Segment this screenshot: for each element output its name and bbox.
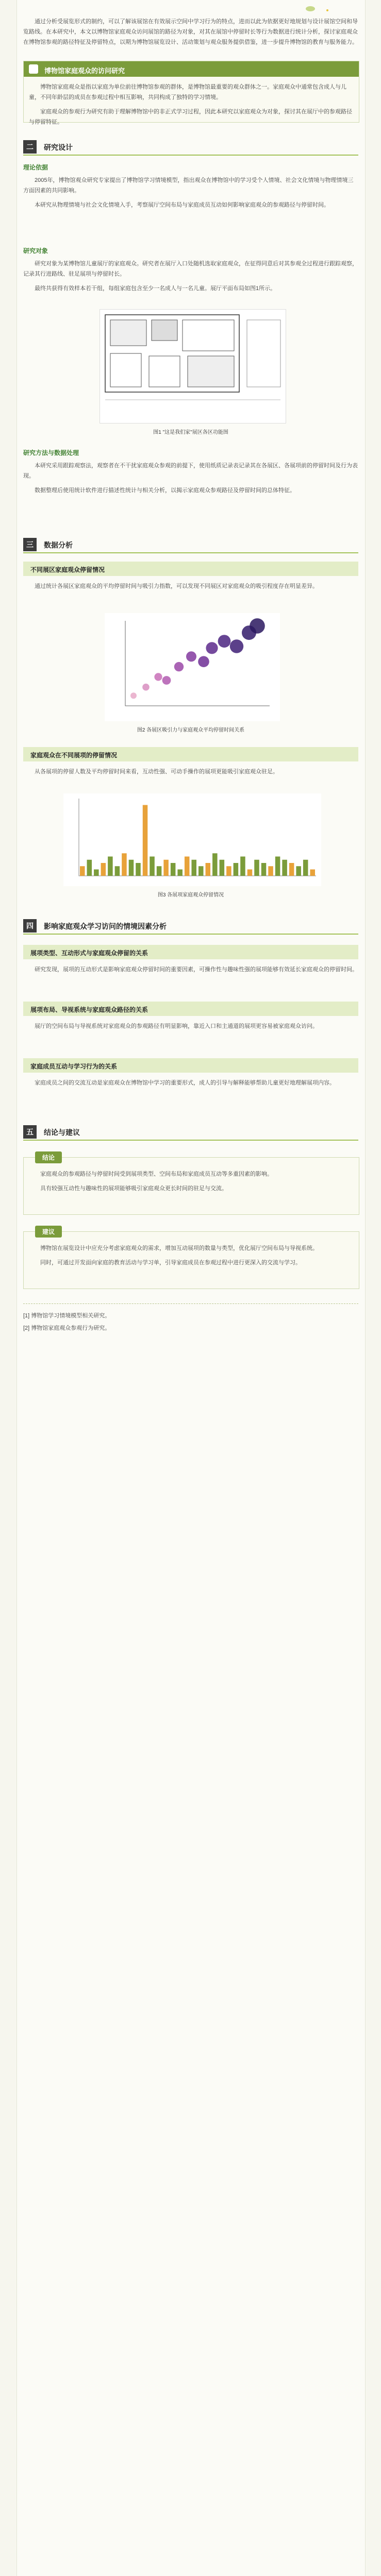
scatter-point <box>230 639 243 653</box>
subsection-title: 展项类型、互动形式与家庭观众停留的关系 <box>30 950 148 957</box>
section-four-heading <box>23 917 358 935</box>
section-three-text <box>23 581 358 596</box>
chart-bar <box>254 860 259 876</box>
paragraph: 家庭成员之间的交流互动是家庭观众在博物馆中学习的重要形式，成人的引导与解释能够帮助儿童更好地理解展项内容。 <box>35 1080 335 1086</box>
section-four-text <box>23 1078 358 1092</box>
paragraph: 同时，可通过开发面向家庭的教育活动与学习单，引导家庭成员在参观过程中进行更深入的交流与学习。 <box>40 1260 301 1266</box>
scatter-point <box>162 676 171 685</box>
section-three-heading <box>23 536 358 553</box>
chart-bar <box>282 860 287 876</box>
section-one-box <box>23 61 359 123</box>
section-five-heading <box>23 1123 358 1141</box>
chart-bar <box>177 870 183 876</box>
chart-bar <box>206 863 211 876</box>
paragraph: 展厅的空间布局与导视系统对家庭观众的参观路径有明显影响，靠近入口和主通道的展项更容易被家庭观众访问。 <box>35 1023 318 1029</box>
scatter-point <box>186 651 196 662</box>
section-number: 三 <box>23 538 37 551</box>
subsection-bar <box>23 945 358 959</box>
intro-paragraph: 通过分析受展览形式的制约，可以了解该展馆在有效展示空间中学习行为的特点，进而以此为依据更好地规划与设计展馆空间和导览路线。在本研究中，本文以博物馆家庭观众访问展馆的路径为对象，对其在展馆中停留时长等行为数据进行统计分析，探讨家庭观众在博物馆参观的路径特征及停留特点，以期为博物馆展览设计、活动策划与观众服务提供借鉴，进一步提升博物馆的教育与服务能力。 <box>23 19 358 45</box>
paragraph: 研究对象为某博物馆儿童展厅的家庭观众。研究者在展厅入口处随机选取家庭观众，在征得同意后对其参观全过程进行跟踪观察，记录其行进路线、驻足展项与停留时长。 <box>23 261 358 277</box>
chart-bar <box>122 853 127 876</box>
chart-bar <box>157 866 162 876</box>
figure-caption: 图3 各展项家庭观众停留情况 <box>157 892 224 898</box>
chart-bar <box>191 860 196 876</box>
leaf-decoration <box>306 6 315 11</box>
floor-plan-figure <box>100 309 286 423</box>
chart-bar <box>136 863 141 876</box>
chart-bar <box>198 866 204 876</box>
bar-figure <box>63 793 321 886</box>
references <box>23 1311 358 1335</box>
section-number: 五 <box>23 1125 37 1139</box>
conclusion-tag: 结论 <box>35 1151 62 1163</box>
section-one-title: 博物馆家庭观众的访问研究 <box>44 67 125 75</box>
figure-caption: 图2 各展区吸引力与家庭观众平均停留时间关系 <box>137 727 245 733</box>
chart-bar <box>80 866 85 876</box>
scatter-point <box>218 635 231 648</box>
chart-bar <box>220 860 225 876</box>
scatter-point <box>174 662 184 671</box>
section-four-text <box>23 1021 358 1036</box>
chart-bar <box>303 860 308 876</box>
section-number: 四 <box>23 919 37 933</box>
section-title: 结论与建议 <box>44 1128 80 1137</box>
chart-bar <box>226 866 231 876</box>
chart-axis <box>79 799 316 876</box>
chart-bar <box>143 805 148 876</box>
paragraph: 从各展项的停留人数及平均停留时间来看，互动性强、可动手操作的展项更能吸引家庭观众驻足。 <box>35 769 278 775</box>
chart-bar <box>296 866 301 876</box>
article-page <box>16 0 366 2576</box>
suggestion-tag: 建议 <box>35 1226 62 1238</box>
section-two-text <box>23 259 358 298</box>
scatter-point <box>198 656 209 667</box>
subsection-title: 不同展区家庭观众停留情况 <box>30 566 105 573</box>
chart-bar <box>212 853 218 876</box>
chart-bar <box>240 857 245 876</box>
subheading: 研究对象 <box>23 247 48 255</box>
scatter-figure <box>105 613 280 721</box>
dot-decoration <box>326 9 328 11</box>
paragraph: 2005年，博物馆观众研究专家提出了博物馆学习情境模型，指出观众在博物馆中的学习受个人情境、社会文化情境与物理情境三方面因素的共同影响。 <box>23 177 354 194</box>
subsection-bar <box>23 1002 358 1016</box>
paragraph: 研究发现，展项的互动形式是影响家庭观众停留时间的重要因素，可操作性与趣味性强的展项能够有效延长家庭观众的停留时间。 <box>35 967 358 973</box>
subheading: 研究方法与数据处理 <box>23 449 79 456</box>
chart-bar <box>268 866 273 876</box>
paragraph: 通过统计各展区家庭观众的平均停留时间与吸引力指数，可以发现不同展区对家庭观众的吸引程度存在明显差异。 <box>35 583 318 589</box>
scatter-point <box>206 642 218 654</box>
section-number: 二 <box>23 140 37 154</box>
section-one-paragraph: 博物馆家庭观众是指以家庭为单位前往博物馆参观的群体，是博物馆最重要的观众群体之一。家庭观众中通常包含成人与儿童，不同年龄层的成员在参观过程中相互影响，共同构成了独特的学习情境。 <box>29 84 346 100</box>
chart-bar <box>150 857 155 876</box>
book-icon <box>29 64 38 74</box>
floor-plan-image <box>100 310 286 423</box>
scatter-chart <box>105 613 280 721</box>
subsection-bar <box>23 562 358 576</box>
scatter-point <box>142 684 150 691</box>
suggestion-box <box>23 1228 359 1289</box>
section-two-text <box>23 175 358 214</box>
paragraph: 数据整理后使用统计软件进行描述性统计与相关分析，以揭示家庭观众参观路径及停留时间的总体特征。 <box>35 487 295 494</box>
section-title: 研究设计 <box>44 143 73 151</box>
reference-item: [2] 博物馆家庭观众参观行为研究。 <box>23 1325 111 1331</box>
chart-bar <box>289 863 294 876</box>
chart-bar <box>163 860 169 876</box>
chart-bar <box>115 866 120 876</box>
bar-chart <box>63 793 321 886</box>
section-two-text <box>23 461 358 500</box>
chart-bar <box>87 860 92 876</box>
scatter-point <box>130 692 137 699</box>
scatter-point <box>250 618 265 634</box>
section-three-text <box>23 767 358 781</box>
chart-bar <box>310 870 315 876</box>
divider <box>23 1303 358 1304</box>
chart-bar <box>261 863 267 876</box>
subsection-bar <box>23 1058 358 1073</box>
chart-bar <box>185 857 190 876</box>
reference-item: [1] 博物馆学习情境模型相关研究。 <box>23 1313 111 1319</box>
paragraph: 最终共获得有效样本若干组，每组家庭包含至少一名成人与一名儿童。展厅平面布局如图1所示。 <box>35 285 276 292</box>
section-two-heading <box>23 138 358 156</box>
subheading: 理论依据 <box>23 164 48 171</box>
chart-bar <box>234 863 239 876</box>
subsection-title: 家庭成员互动与学习行为的关系 <box>30 1063 118 1070</box>
figure-caption: 图1 "这是我们家"展区各区功能图 <box>153 430 228 435</box>
subsection-title: 家庭观众在不同展项的停留情况 <box>30 752 118 759</box>
chart-bar <box>94 870 99 876</box>
section-title: 影响家庭观众学习访问的情境因素分析 <box>44 922 167 930</box>
chart-bar <box>275 857 280 876</box>
intro-section <box>23 16 358 52</box>
paragraph: 本研究采用跟踪观察法，观察者在不干扰家庭观众参观的前提下，使用纸质记录表记录其在各展区、各展项前的停留时间及行为表现。 <box>23 463 358 479</box>
chart-bar <box>101 863 106 876</box>
chart-bar <box>129 860 134 876</box>
section-one-paragraph: 家庭观众的参观行为研究有助于理解博物馆中的非正式学习过程，因此本研究以家庭观众为对象，探讨其在展厅中的参观路径与停留特征。 <box>29 109 352 125</box>
section-four-text <box>23 964 358 979</box>
chart-bar <box>171 863 176 876</box>
chart-bar <box>108 857 113 876</box>
paragraph: 博物馆在展览设计中应充分考虑家庭观众的需求，增加互动展项的数量与类型，优化展厅空间布局与导视系统。 <box>40 1245 318 1251</box>
section-title: 数据分析 <box>44 541 73 549</box>
subsection-title: 展项布局、导视系统与家庭观众路径的关系 <box>30 1006 148 1013</box>
paragraph: 具有较强互动性与趣味性的展项能够吸引家庭观众更长时间的驻足与交流。 <box>40 1185 227 1192</box>
subsection-bar <box>23 747 358 761</box>
paragraph: 本研究从物理情境与社会文化情境入手，考察展厅空间布局与家庭成员互动如何影响家庭观众的参观路径与停留时间。 <box>35 202 329 208</box>
section-one-header <box>24 61 359 77</box>
paragraph: 家庭观众的参观路径与停留时间受到展项类型、空间布局和家庭成员互动等多重因素的影响。 <box>40 1171 273 1177</box>
scatter-point <box>154 673 162 681</box>
chart-bar <box>247 870 253 876</box>
conclusion-box <box>23 1154 359 1215</box>
